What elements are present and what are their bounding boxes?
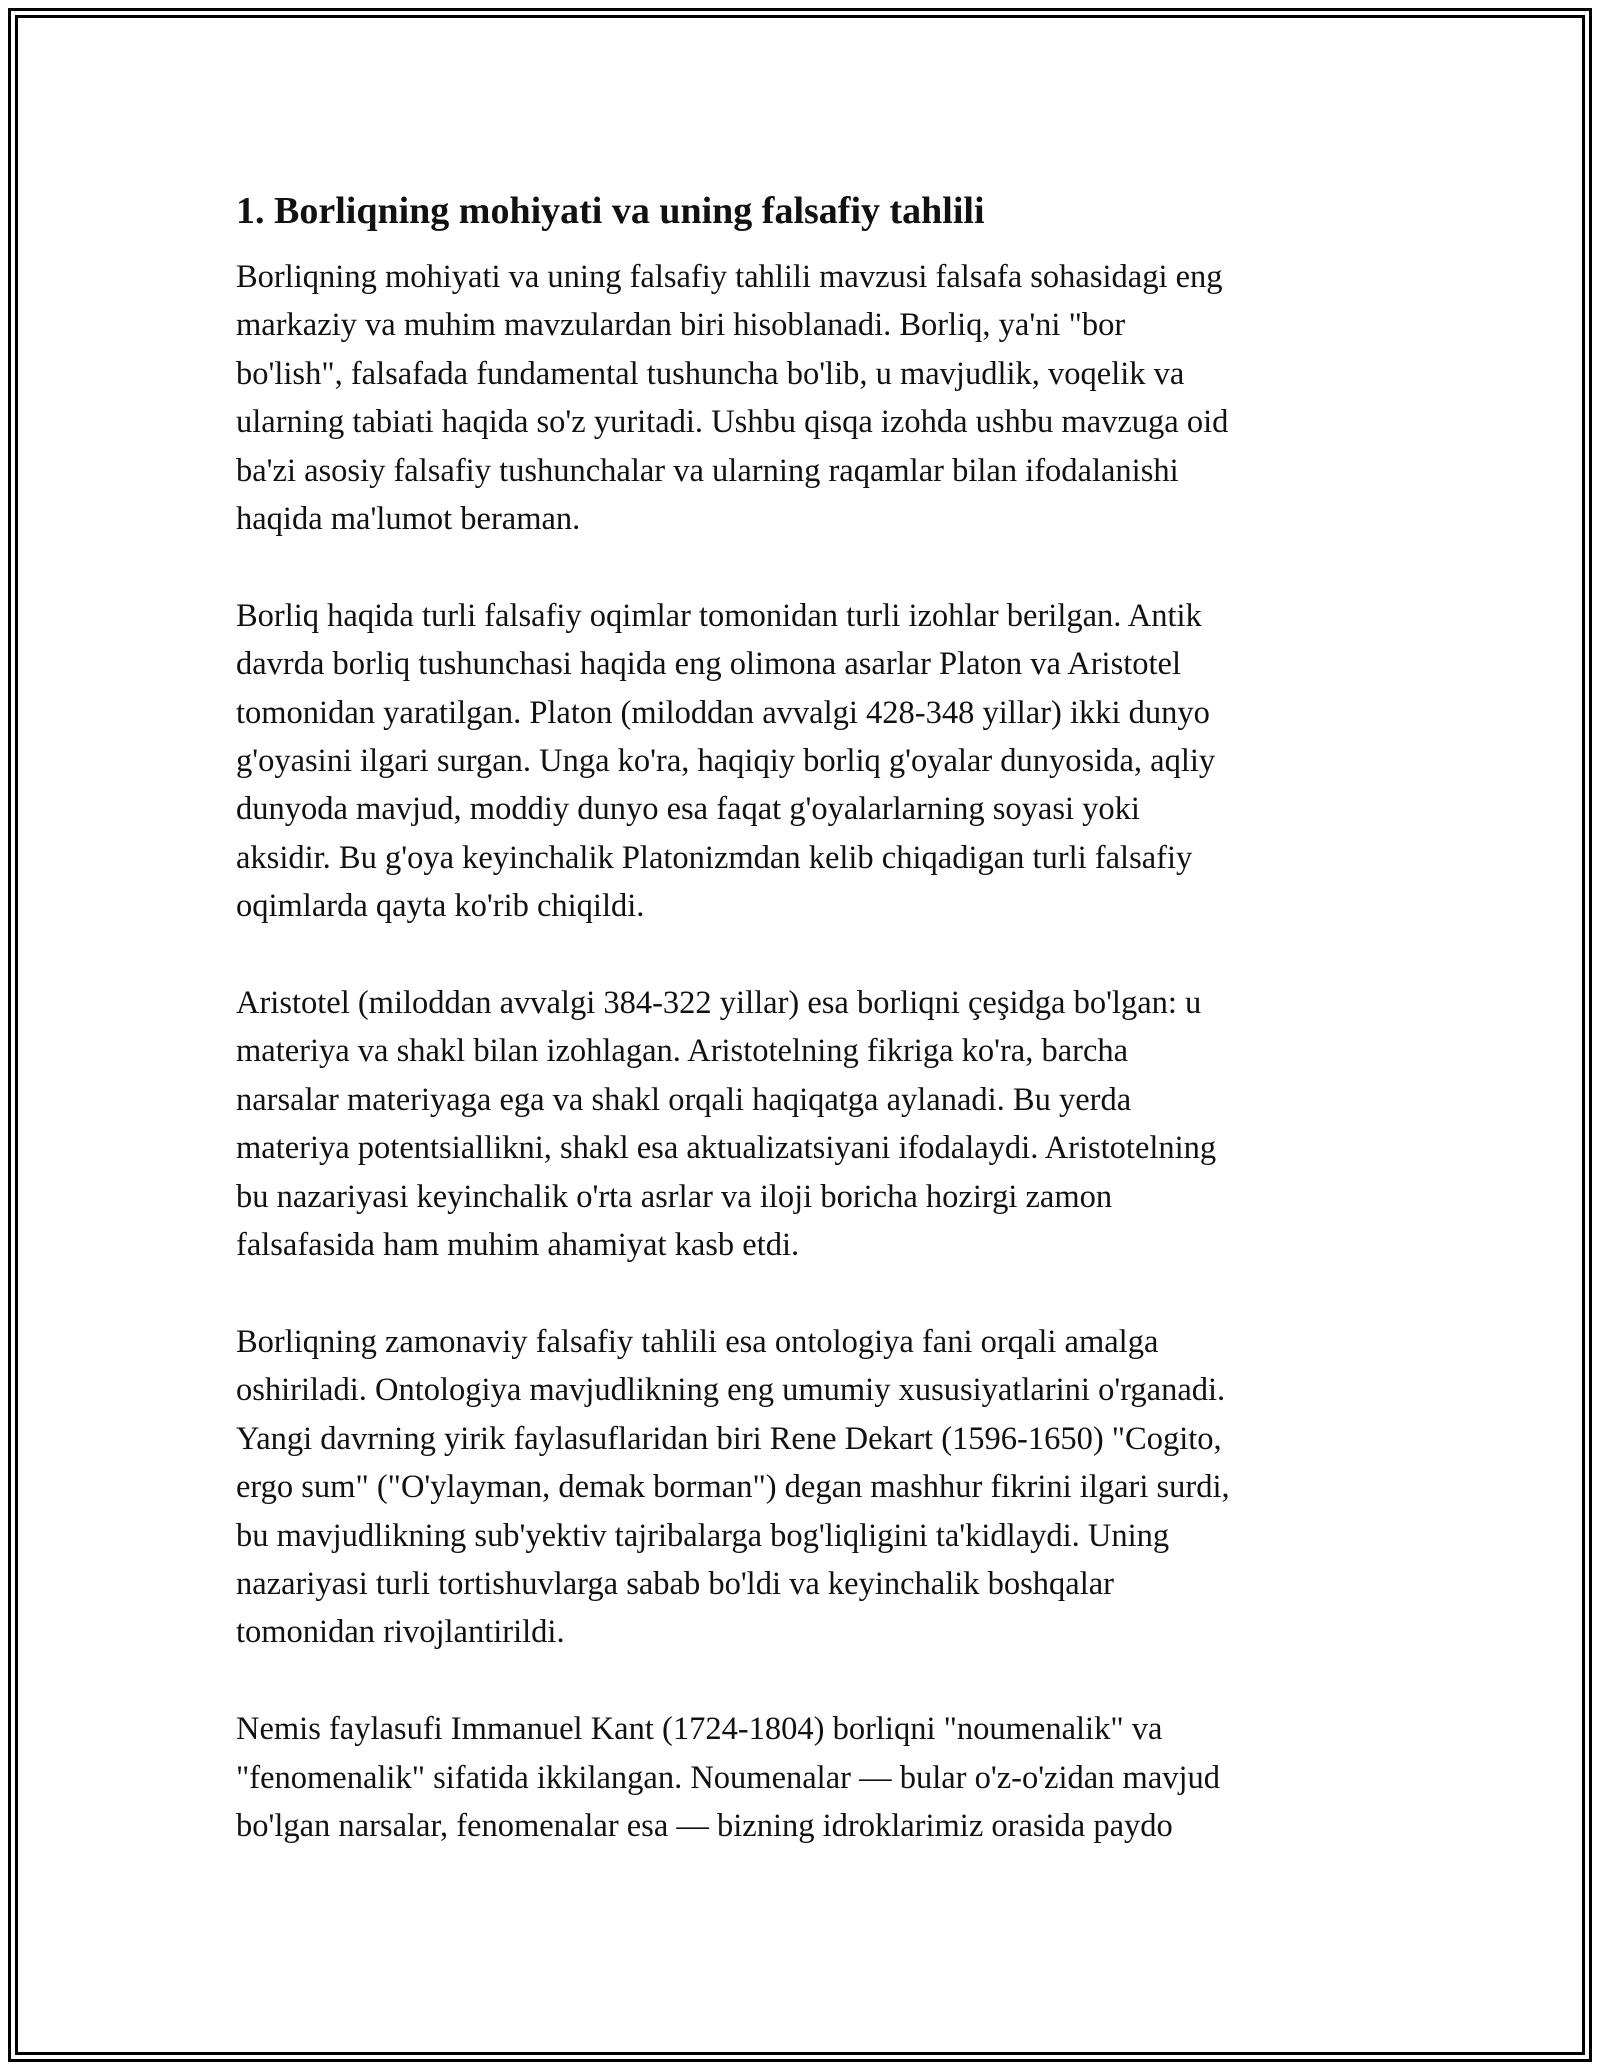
text-line: Borliqning zamonaviy falsafiy tahlili esa ontologiya fani orqali amalga xyxy=(236,1323,1159,1360)
text-line: ularning tabiati haqida so'z yuritadi. Ushbu qisqa izohda ushbu mavzuga oid xyxy=(236,404,1229,441)
text-line: Nemis faylasufi Immanuel Kant (1724-1804) borliqni "noumenalik" va xyxy=(236,1711,1163,1748)
text-line: Borliqning mohiyati va uning falsafiy tahlili mavzusi falsafa sohasidagi eng xyxy=(236,259,1223,295)
text-line: Borliq haqida turli falsafiy oqimlar tomonidan turli izohlar berilgan. Antik xyxy=(236,597,1202,634)
paragraph-container xyxy=(236,253,1376,1850)
text-line: bu mavjudlikning sub'yektiv tajribalarga bog'liqligini ta'kidlaydi. Uning xyxy=(236,1517,1170,1554)
paragraph xyxy=(236,1318,1376,1657)
text-line: tomonidan yaratilgan. Platon (miloddan avvalgi 428-348 yillar) ikki dunyo xyxy=(236,694,1210,731)
text-line: ba'zi asosiy falsafiy tushunchalar va ularning raqamlar bilan ifodalanishi xyxy=(236,452,1179,489)
text-line: oqimlarda qayta ko'rib chiqildi. xyxy=(236,888,645,925)
text-line: bo'lish", falsafada fundamental tushuncha bo'lib, u mavjudlik, voqelik va xyxy=(236,355,1185,392)
text-line: haqida ma'lumot beraman. xyxy=(236,501,581,538)
text-line: materiya potentsiallikni, shakl esa aktualizatsiyani ifodalaydi. Aristotelning xyxy=(236,1130,1217,1167)
text-line: narsalar materiyaga ega va shakl orqali haqiqatga aylanadi. Bu yerda xyxy=(236,1081,1132,1118)
text-line: materiya va shakl bilan izohlagan. Aristotelning fikriga ko'ra, barcha xyxy=(236,1033,1129,1070)
document-body xyxy=(236,185,1376,1899)
text-line: markaziy va muhim mavzulardan biri hisoblanadi. Borliq, ya'ni "bor xyxy=(236,307,1126,344)
text-line: davrda borliq tushunchasi haqida eng olimona asarlar Platon va Aristotel xyxy=(236,646,1181,683)
text-line: falsafasida ham muhim ahamiyat kasb etdi. xyxy=(236,1227,800,1264)
text-line: bo'lgan narsalar, fenomenalar esa — bizning idroklarimiz orasida paydo xyxy=(236,1807,1173,1844)
section-heading: 1. Borliqning mohiyati va uning falsafiy tahlili xyxy=(236,190,985,232)
text-line: tomonidan rivojlantirildi. xyxy=(236,1614,565,1651)
paragraph xyxy=(236,1705,1376,1850)
text-line: "fenomenalik" sifatida ikkilangan. Noumenalar — bular o'z-o'zidan mavjud xyxy=(236,1759,1221,1796)
text-line: bu nazariyasi keyinchalik o'rta asrlar va iloji boricha hozirgi zamon xyxy=(236,1178,1113,1215)
text-line: ergo sum" ("O'ylayman, demak borman") degan mashhur fikrini ilgari surdi, xyxy=(236,1469,1230,1506)
text-line: aksidir. Bu g'oya keyinchalik Platonizmdan kelib chiqadigan turli falsafiy xyxy=(236,839,1193,876)
paragraph xyxy=(236,979,1376,1269)
text-line: Yangi davrning yirik faylasuflaridan biri Rene Dekart (1596-1650) "Cogito, xyxy=(236,1420,1222,1457)
paragraph xyxy=(236,253,1376,543)
text-line: g'oyasini ilgari surgan. Unga ko'ra, haqiqiy borliq g'oyalar dunyosida, aqliy xyxy=(236,743,1216,780)
paragraph xyxy=(236,592,1376,931)
text-line: oshiriladi. Ontologiya mavjudlikning eng umumiy xususiyatlarini o'rganadi. xyxy=(236,1372,1226,1409)
text-line: dunyoda mavjud, moddiy dunyo esa faqat g'oyalarlarning soyasi yoki xyxy=(236,791,1140,828)
text-line: Aristotel (miloddan avvalgi 384-322 yillar) esa borliqni çeşidga bo'lgan: u xyxy=(236,985,1202,1022)
text-line: nazariyasi turli tortishuvlarga sabab bo'ldi va keyinchalik boshqalar xyxy=(236,1565,1114,1602)
